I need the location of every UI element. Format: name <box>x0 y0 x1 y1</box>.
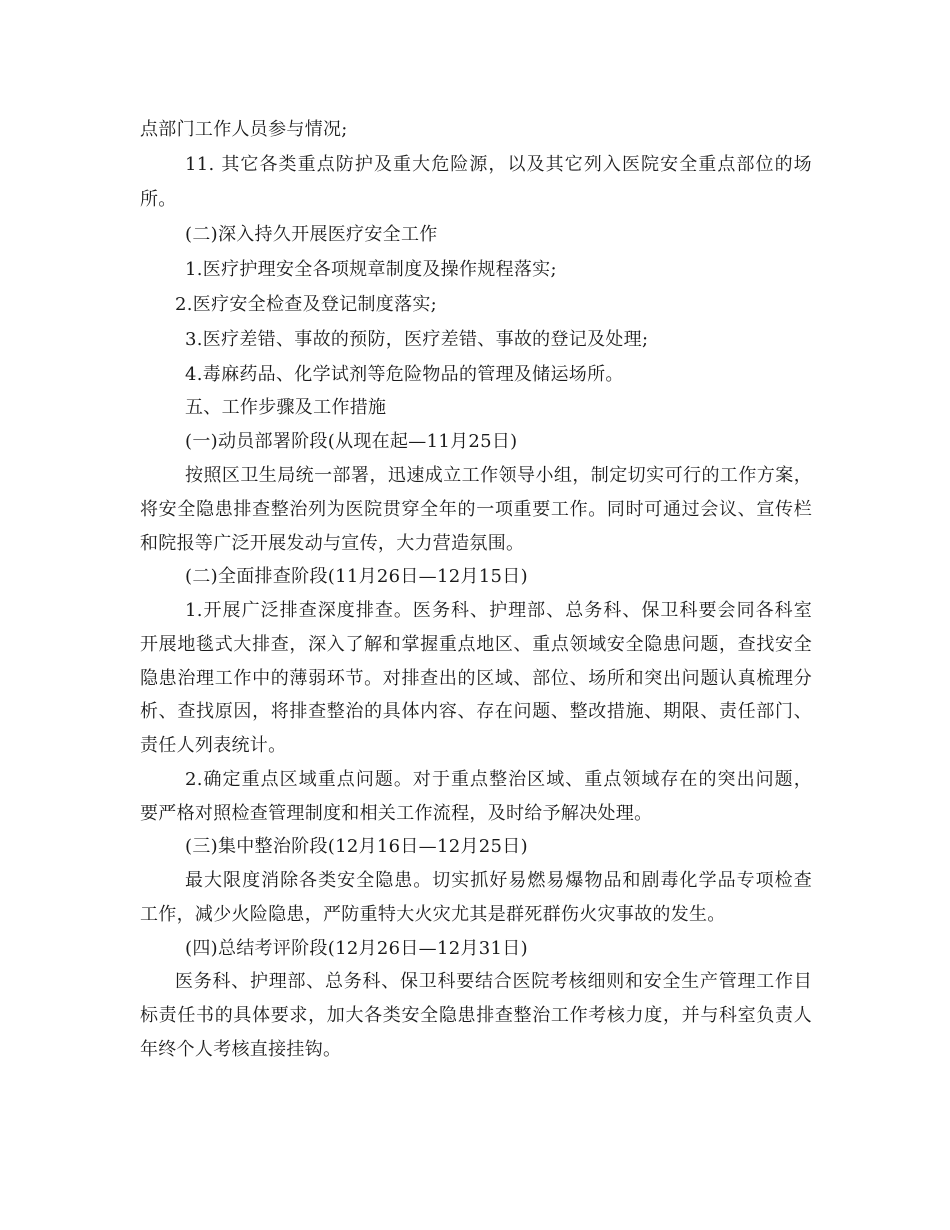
text-line: 最大限度消除各类安全隐患。切实抓好易燃易爆物品和剧毒化学品专项检查 <box>185 870 812 891</box>
text-line: 析、查找原因，将排查整治的具体内容、存在问题、整改措施、期限、责任部门、 <box>140 701 812 722</box>
text-line: 隐患治理工作中的薄弱环节。对排查出的区域、部位、场所和突出问题认真梳理分 <box>140 668 812 689</box>
text-line: 按照区卫生局统一部署，迅速成立工作领导小组，制定切实可行的工作方案， <box>185 465 812 486</box>
list-item: 3.医疗差错、事故的预防，医疗差错、事故的登记及处理; <box>185 329 649 350</box>
text-line: 点部门工作人员参与情况; <box>140 119 348 140</box>
section-heading: (二)全面排查阶段(11月26日—12月15日) <box>185 566 528 587</box>
text-line: 1.开展广泛排查深度排查。医务科、护理部、总务科、保卫科要会同各科室 <box>185 600 812 621</box>
text-line: 和院报等广泛开展发动与宣传，大力营造氛围。 <box>140 533 525 554</box>
text-line: 年终个人考核直接挂钩。 <box>140 1039 342 1060</box>
text-line: 标责任书的具体要求，加大各类安全隐患排查整治工作考核力度，并与科室负责人 <box>140 1005 812 1026</box>
text-line: 所。 <box>140 189 177 210</box>
text-line: 医务科、护理部、总务科、保卫科要结合医院考核细则和安全生产管理工作目 <box>175 971 812 992</box>
list-item: 2.医疗安全检查及登记制度落实; <box>175 294 438 315</box>
section-heading: (一)动员部署阶段(从现在起—11月25日) <box>185 431 518 452</box>
text-line: 2.确定重点区域重点问题。对于重点整治区域、重点领域存在的突出问题， <box>185 769 812 790</box>
text-line: 工作，减少火险隐患，严防重特大火灾尤其是群死群伤火灾事故的发生。 <box>140 904 726 925</box>
section-heading: (三)集中整治阶段(12月16日—12月25日) <box>185 836 528 857</box>
text-line: 开展地毯式大排查，深入了解和掌握重点地区、重点领域安全隐患问题，查找安全 <box>140 634 812 655</box>
text-line: 11. 其它各类重点防护及重大危险源，以及其它列入医院安全重点部位的场 <box>185 154 812 175</box>
text-line: 责任人列表统计。 <box>140 735 287 756</box>
list-item: 4.毒麻药品、化学试剂等危险物品的管理及储运场所。 <box>185 364 624 385</box>
list-item: 1.医疗护理安全各项规章制度及操作规程落实; <box>185 259 557 280</box>
text-line: 要严格对照检查管理制度和相关工作流程，及时给予解决处理。 <box>140 803 653 824</box>
text-line: 将安全隐患排查整治列为医院贯穿全年的一项重要工作。同时可通过会议、宣传栏 <box>140 499 812 520</box>
section-heading: 五、工作步骤及工作措施 <box>185 397 387 418</box>
section-heading: (二)深入持久开展医疗安全工作 <box>185 224 438 245</box>
section-heading: (四)总结考评阶段(12月26日—12月31日) <box>185 938 528 959</box>
